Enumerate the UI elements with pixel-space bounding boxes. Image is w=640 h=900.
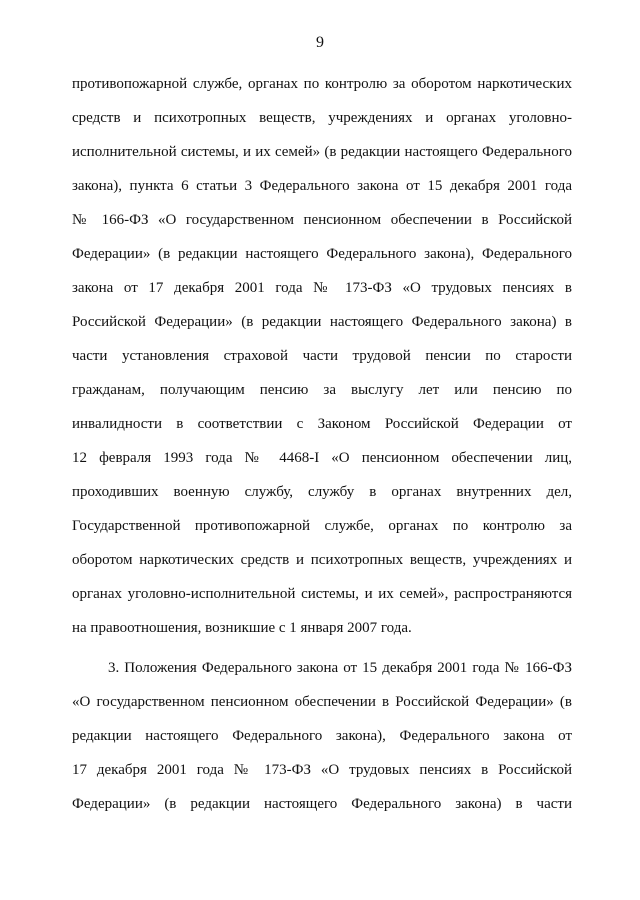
text-line: закона от 17 декабря 2001 года № 173-ФЗ «О трудовых пенсиях в xyxy=(72,280,572,296)
text-line: гражданам, получающим пенсию за выслугу лет или пенсию по xyxy=(72,382,572,398)
text-line: закона), пункта 6 статьи 3 Федерального закона от 15 декабря 2001 года xyxy=(72,178,572,194)
text-line: редакции настоящего Федерального закона), Федерального закона от xyxy=(72,728,572,744)
text-line: Российской Федерации» (в редакции настоящего Федерального закона) в xyxy=(72,314,572,330)
text-line: исполнительной системы, и их семей» (в редакции настоящего Федерального xyxy=(72,144,572,160)
text-line: «О государственном пенсионном обеспечении в Российской Федерации» (в xyxy=(72,694,572,710)
text-line: 12 февраля 1993 года № 4468-I «О пенсионном обеспечении лиц, xyxy=(72,450,572,466)
text-line: Федерации» (в редакции настоящего Федерального закона) в части xyxy=(72,796,572,812)
text-line: 17 декабря 2001 года № 173-ФЗ «О трудовых пенсиях в Российской xyxy=(72,762,572,778)
text-line: № 166-ФЗ «О государственном пенсионном обеспечении в Российской xyxy=(72,212,572,228)
text-line: противопожарной службе, органах по контролю за оборотом наркотических xyxy=(72,76,572,92)
text-line: 3. Положения Федерального закона от 15 декабря 2001 года № 166-ФЗ xyxy=(108,660,572,676)
text-line: части установления страховой части трудовой пенсии по старости xyxy=(72,348,572,364)
text-line: инвалидности в соответствии с Законом Российской Федерации от xyxy=(72,416,572,432)
text-line: органах уголовно-исполнительной системы, и их семей», распространяются xyxy=(72,586,572,602)
text-line: средств и психотропных веществ, учреждениях и органах уголовно- xyxy=(72,110,572,126)
text-line: на правоотношения, возникшие с 1 января 2007 года. xyxy=(72,620,412,636)
text-line: Государственной противопожарной службе, органах по контролю за xyxy=(72,518,572,534)
page-number: 9 xyxy=(316,34,324,51)
text-line: оборотом наркотических средств и психотропных веществ, учреждениях и xyxy=(72,552,572,568)
text-line: проходивших военную службу, службу в органах внутренних дел, xyxy=(72,484,572,500)
text-line: Федерации» (в редакции настоящего Федерального закона), Федерального xyxy=(72,246,572,262)
